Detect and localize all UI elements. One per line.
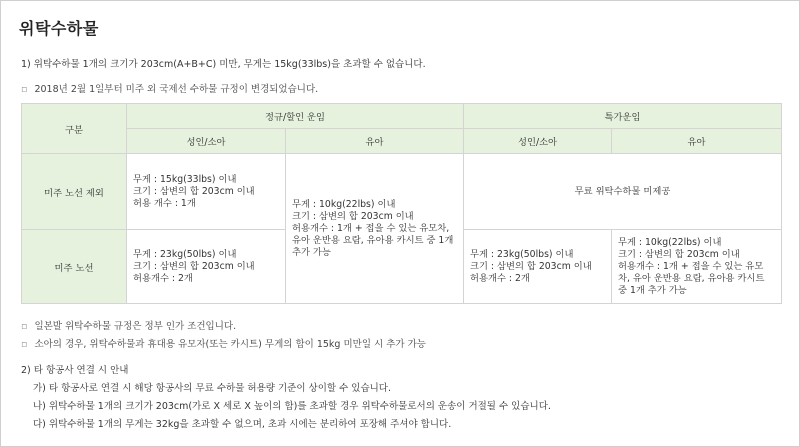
notice-text: 일본발 위탁수하물 규정은 정부 인가 조건입니다.	[34, 321, 237, 332]
row-label-non-americas: 미주 노선 제외	[22, 154, 127, 230]
notice-text: 소아의 경우, 위탁수하물과 휴대용 유모자(또는 카시트) 무게의 합이 15kg 미만일 시 추가 가능	[34, 339, 426, 350]
header-regular-infant: 유아	[286, 129, 464, 154]
cell-line: 무게 : 23kg(50lbs) 이내	[133, 248, 237, 260]
cell-line: 크기 : 삼변의 합 203cm 이내	[470, 260, 592, 272]
notice-item	[21, 318, 236, 332]
cell-line: 허용개수 : 1개 + 접을 수 있는 유모차, 유아 운반용 요람, 유아용 카시트 중 1개 추가 가능	[618, 260, 765, 296]
cell-nonamericas-special: 무료 위탁수하물 미제공	[464, 154, 782, 230]
bullet-icon: ▫	[21, 321, 28, 332]
rule-size-weight: 1) 위탁수하물 1개의 크기가 203cm(A+B+C) 미만, 무게는 15kg(33lbs)을 초과할 수 없습니다.	[21, 59, 426, 70]
section-item: 나) 위탁수하물 1개의 크기가 203cm(가로 X 세로 X 높이의 합)를 초과할 경우 위탁수하물로서의 운송이 거절될 수 있습니다.	[33, 401, 551, 412]
header-regular-fare: 정규/할인 운임	[127, 104, 464, 129]
cell-line: 무게 : 10kg(22lbs) 이내	[292, 198, 396, 210]
cell-americas-special-infant	[612, 230, 782, 304]
cell-line: 허용개수 : 2개	[470, 272, 530, 284]
cell-line: 무게 : 23kg(50lbs) 이내	[470, 248, 574, 260]
bullet-icon: ▫	[21, 84, 28, 95]
notice-item	[21, 336, 426, 350]
row-label-americas: 미주 노선	[22, 230, 127, 304]
cell-line: 크기 : 삼변의 합 203cm 이내	[292, 210, 414, 222]
cell-americas-regular-adult	[127, 230, 286, 304]
cell-line: 무게 : 15kg(33lbs) 이내	[133, 173, 237, 185]
cell-nonamericas-regular-adult	[127, 154, 286, 230]
cell-line: 허용개수 : 1개 + 접을 수 있는 유모차, 유아 운반용 요람, 유아용 카시트 중 1개 추가 가능	[292, 222, 454, 258]
section-heading: 2) 타 항공사 연결 시 안내	[21, 365, 129, 376]
baggage-table	[21, 103, 782, 304]
page-title: 위탁수하물	[19, 19, 99, 38]
cell-line: 크기 : 삼변의 합 203cm 이내	[133, 260, 255, 272]
header-special-adult: 성인/소아	[464, 129, 612, 154]
cell-line: 허용개수 : 2개	[133, 272, 193, 284]
cell-americas-special-adult	[464, 230, 612, 304]
header-special-infant: 유아	[612, 129, 782, 154]
notice-item	[21, 81, 318, 95]
cell-line: 허용 개수 : 1개	[133, 197, 196, 209]
notice-text: 2018년 2월 1일부터 미주 외 국제선 수하물 규정이 변경되었습니다.	[34, 84, 319, 95]
header-special-fare: 특가운임	[464, 104, 782, 129]
cell-regular-infant	[286, 154, 464, 304]
cell-line: 크기 : 삼변의 합 203cm 이내	[133, 185, 255, 197]
cell-line: 무게 : 10kg(22lbs) 이내	[618, 236, 722, 248]
section-item: 가) 타 항공사로 연결 시 해당 항공사의 무료 수하물 허용량 기준이 상이할 수 있습니다.	[33, 383, 392, 394]
cell-line: 크기 : 삼변의 합 203cm 이내	[618, 248, 740, 260]
section-item: 다) 위탁수하물 1개의 무게는 32kg을 초과할 수 없으며, 초과 시에는 분리하여 포장해 주셔야 합니다.	[33, 419, 452, 430]
header-category: 구분	[22, 104, 127, 154]
header-regular-adult: 성인/소아	[127, 129, 286, 154]
bullet-icon: ▫	[21, 339, 28, 350]
